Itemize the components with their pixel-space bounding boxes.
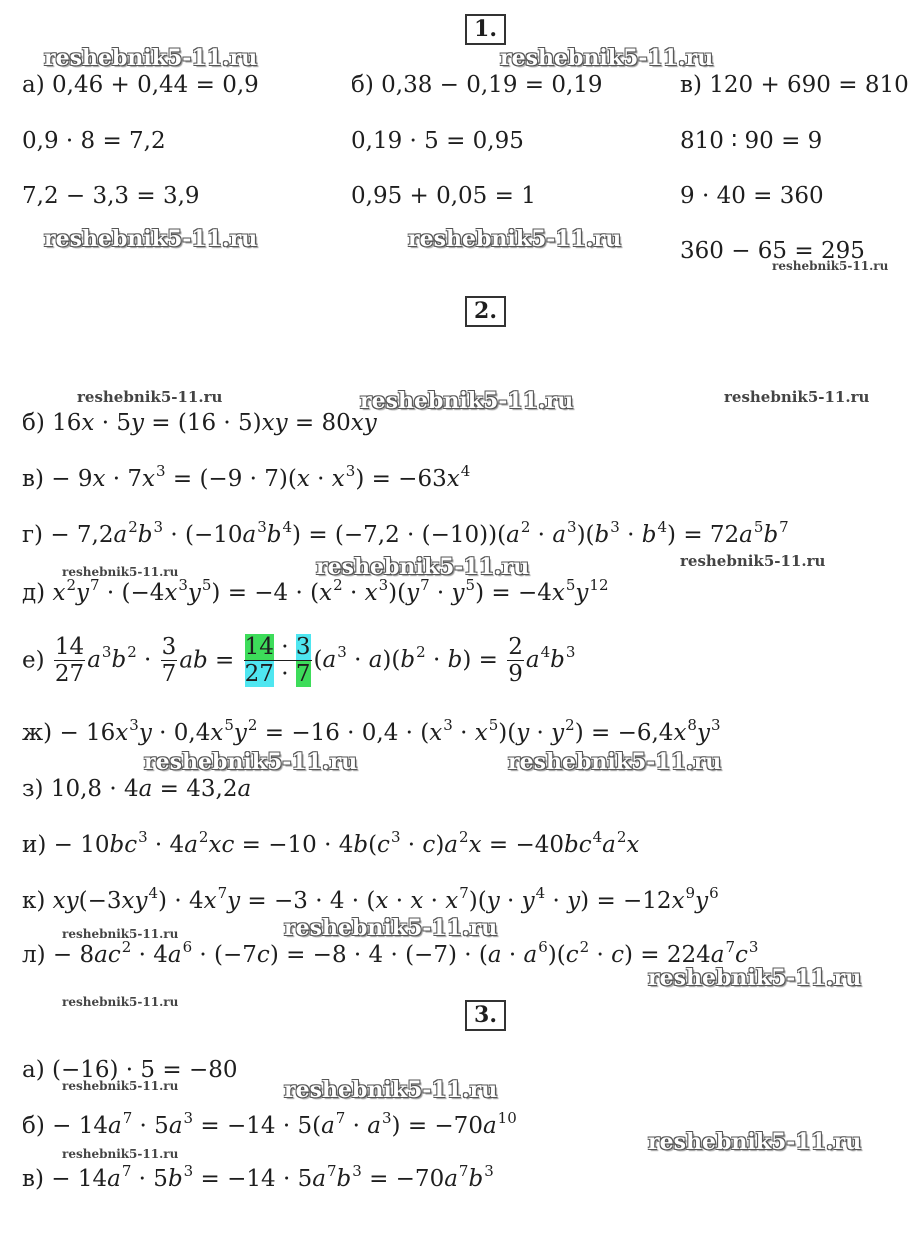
task1-a-line2: 0,9 · 8 = 7,2 [22,128,166,154]
watermark: reshebnik5-11.ru [648,1129,862,1155]
watermark: reshebnik5-11.ru [77,388,223,406]
watermark: reshebnik5-11.ru [44,45,258,71]
task1-b-line3: 0,95 + 0,05 = 1 [351,183,536,209]
fraction-3-7: $\frac{3}{7}$ [161,634,177,688]
task2-v: $в) - 9x \cdot 7x^3 = (-9 \cdot 7)(x \cdot x^3) = -63x^4$ [22,462,471,492]
watermark: reshebnik5-11.ru [144,749,358,775]
task2-i: $и) - 10bc^3 \cdot 4a^2xc = -10 \cdot 4b(c^3 \cdot c)a^2x = -40bc^4a^2x$ [22,828,640,858]
task2-g: $г) - 7,2a^2b^3 \cdot (-10a^3b^4) = (-7,2 \cdot (-10))(a^2 \cdot a^3)(b^3 \cdot b^4) = 72a^5b^7$ [22,518,789,548]
watermark: reshebnik5-11.ru [316,554,530,580]
watermark: reshebnik5-11.ru [284,915,498,941]
task2-e: е) $\frac{14}{27}$ $a^3b^2$ · $\frac{3}{7}$ ab = $\frac{14 \cdot 3}{27 \cdot 7}$ $(a^3 \cdot a)(b^2 \cdot b)$ = $\frac{2}{9}$ $a^4b^3$ [22,634,576,688]
watermark: reshebnik5-11.ru [360,388,574,414]
task2-l: $л) - 8ac^2 \cdot 4a^6 \cdot (-7c) = -8 \cdot 4 \cdot (-7) \cdot (a \cdot a^6)(c^2 \cdot c) = 224a^7c^3$ [22,938,759,968]
task2-z: з) 10,8 · 4a = 43,2a [22,776,252,802]
task1-v-line2: 810 ∶ 90 = 9 [680,128,823,154]
task3-a: а) (−16) · 5 = −80 [22,1057,238,1083]
fraction-highlighted: $\frac{14 \cdot 3}{27 \cdot 7}$ [244,634,311,688]
task2-k: к) $xy(-3xy^4) \cdot 4x^7y = -3 \cdot 4 \cdot (x \cdot x \cdot x^7)(y \cdot y^4 \cdot y) = -12x^9y^6$ [22,884,719,914]
task1-a-line3: 7,2 − 3,3 = 3,9 [22,183,200,209]
watermark: reshebnik5-11.ru [284,1077,498,1103]
task2-zh: $ж) - 16x^3y \cdot 0,4x^5y^2 = -16 \cdot 0,4 \cdot (x^3 \cdot x^5)(y \cdot y^2) = -6,4x^8y^3$ [22,716,721,746]
task1-b-line1: б) 0,38 − 0,19 = 0,19 [351,72,603,98]
task-number-1: 1. [465,14,506,45]
task3-v: $в) - 14a^7 \cdot 5b^3 = -14 \cdot 5a^7b^3 = -70a^7b^3$ [22,1162,494,1192]
watermark: reshebnik5-11.ru [680,552,826,570]
task1-b-line2: 0,19 · 5 = 0,95 [351,128,524,154]
task1-v-line1: в) 120 + 690 = 810 [680,72,909,98]
watermark: reshebnik5-11.ru [408,226,622,252]
fraction-2-9: $\frac{2}{9}$ [508,634,523,688]
watermark: reshebnik5-11.ru [508,749,722,775]
task1-v-line3: 9 · 40 = 360 [680,183,824,209]
watermark: reshebnik5-11.ru [62,1147,179,1161]
task-number-3: 3. [465,1000,506,1031]
watermark: reshebnik5-11.ru [62,1079,179,1093]
task-number-2: 2. [465,296,506,327]
watermark: reshebnik5-11.ru [62,565,179,579]
fraction-14-27: $\frac{14}{27}$ [54,634,85,688]
watermark: reshebnik5-11.ru [724,388,870,406]
task2-b: б) 16x · 5y = (16 · 5)xy = 80xy [22,410,377,436]
task1-v-line4: 360 − 65 = 295 [680,238,865,264]
watermark: reshebnik5-11.ru [44,226,258,252]
task1-a-line1: а) 0,46 + 0,44 = 0,9 [22,72,259,98]
task2-d: д) $x^2y^7 \cdot (-4x^3y^5) = -4 \cdot (x^2 \cdot x^3)(y^7 \cdot y^5) = -4x^5y^{12}$ [22,576,609,606]
task3-b: $б) - 14a^7 \cdot 5a^3 = -14 \cdot 5(a^7 \cdot a^3) = -70a^{10}$ [22,1109,517,1139]
watermark: reshebnik5-11.ru [62,995,179,1009]
watermark: reshebnik5-11.ru [500,45,714,71]
watermark: reshebnik5-11.ru [648,965,862,991]
watermark: reshebnik5-11.ru [772,259,889,273]
watermark: reshebnik5-11.ru [62,927,179,941]
